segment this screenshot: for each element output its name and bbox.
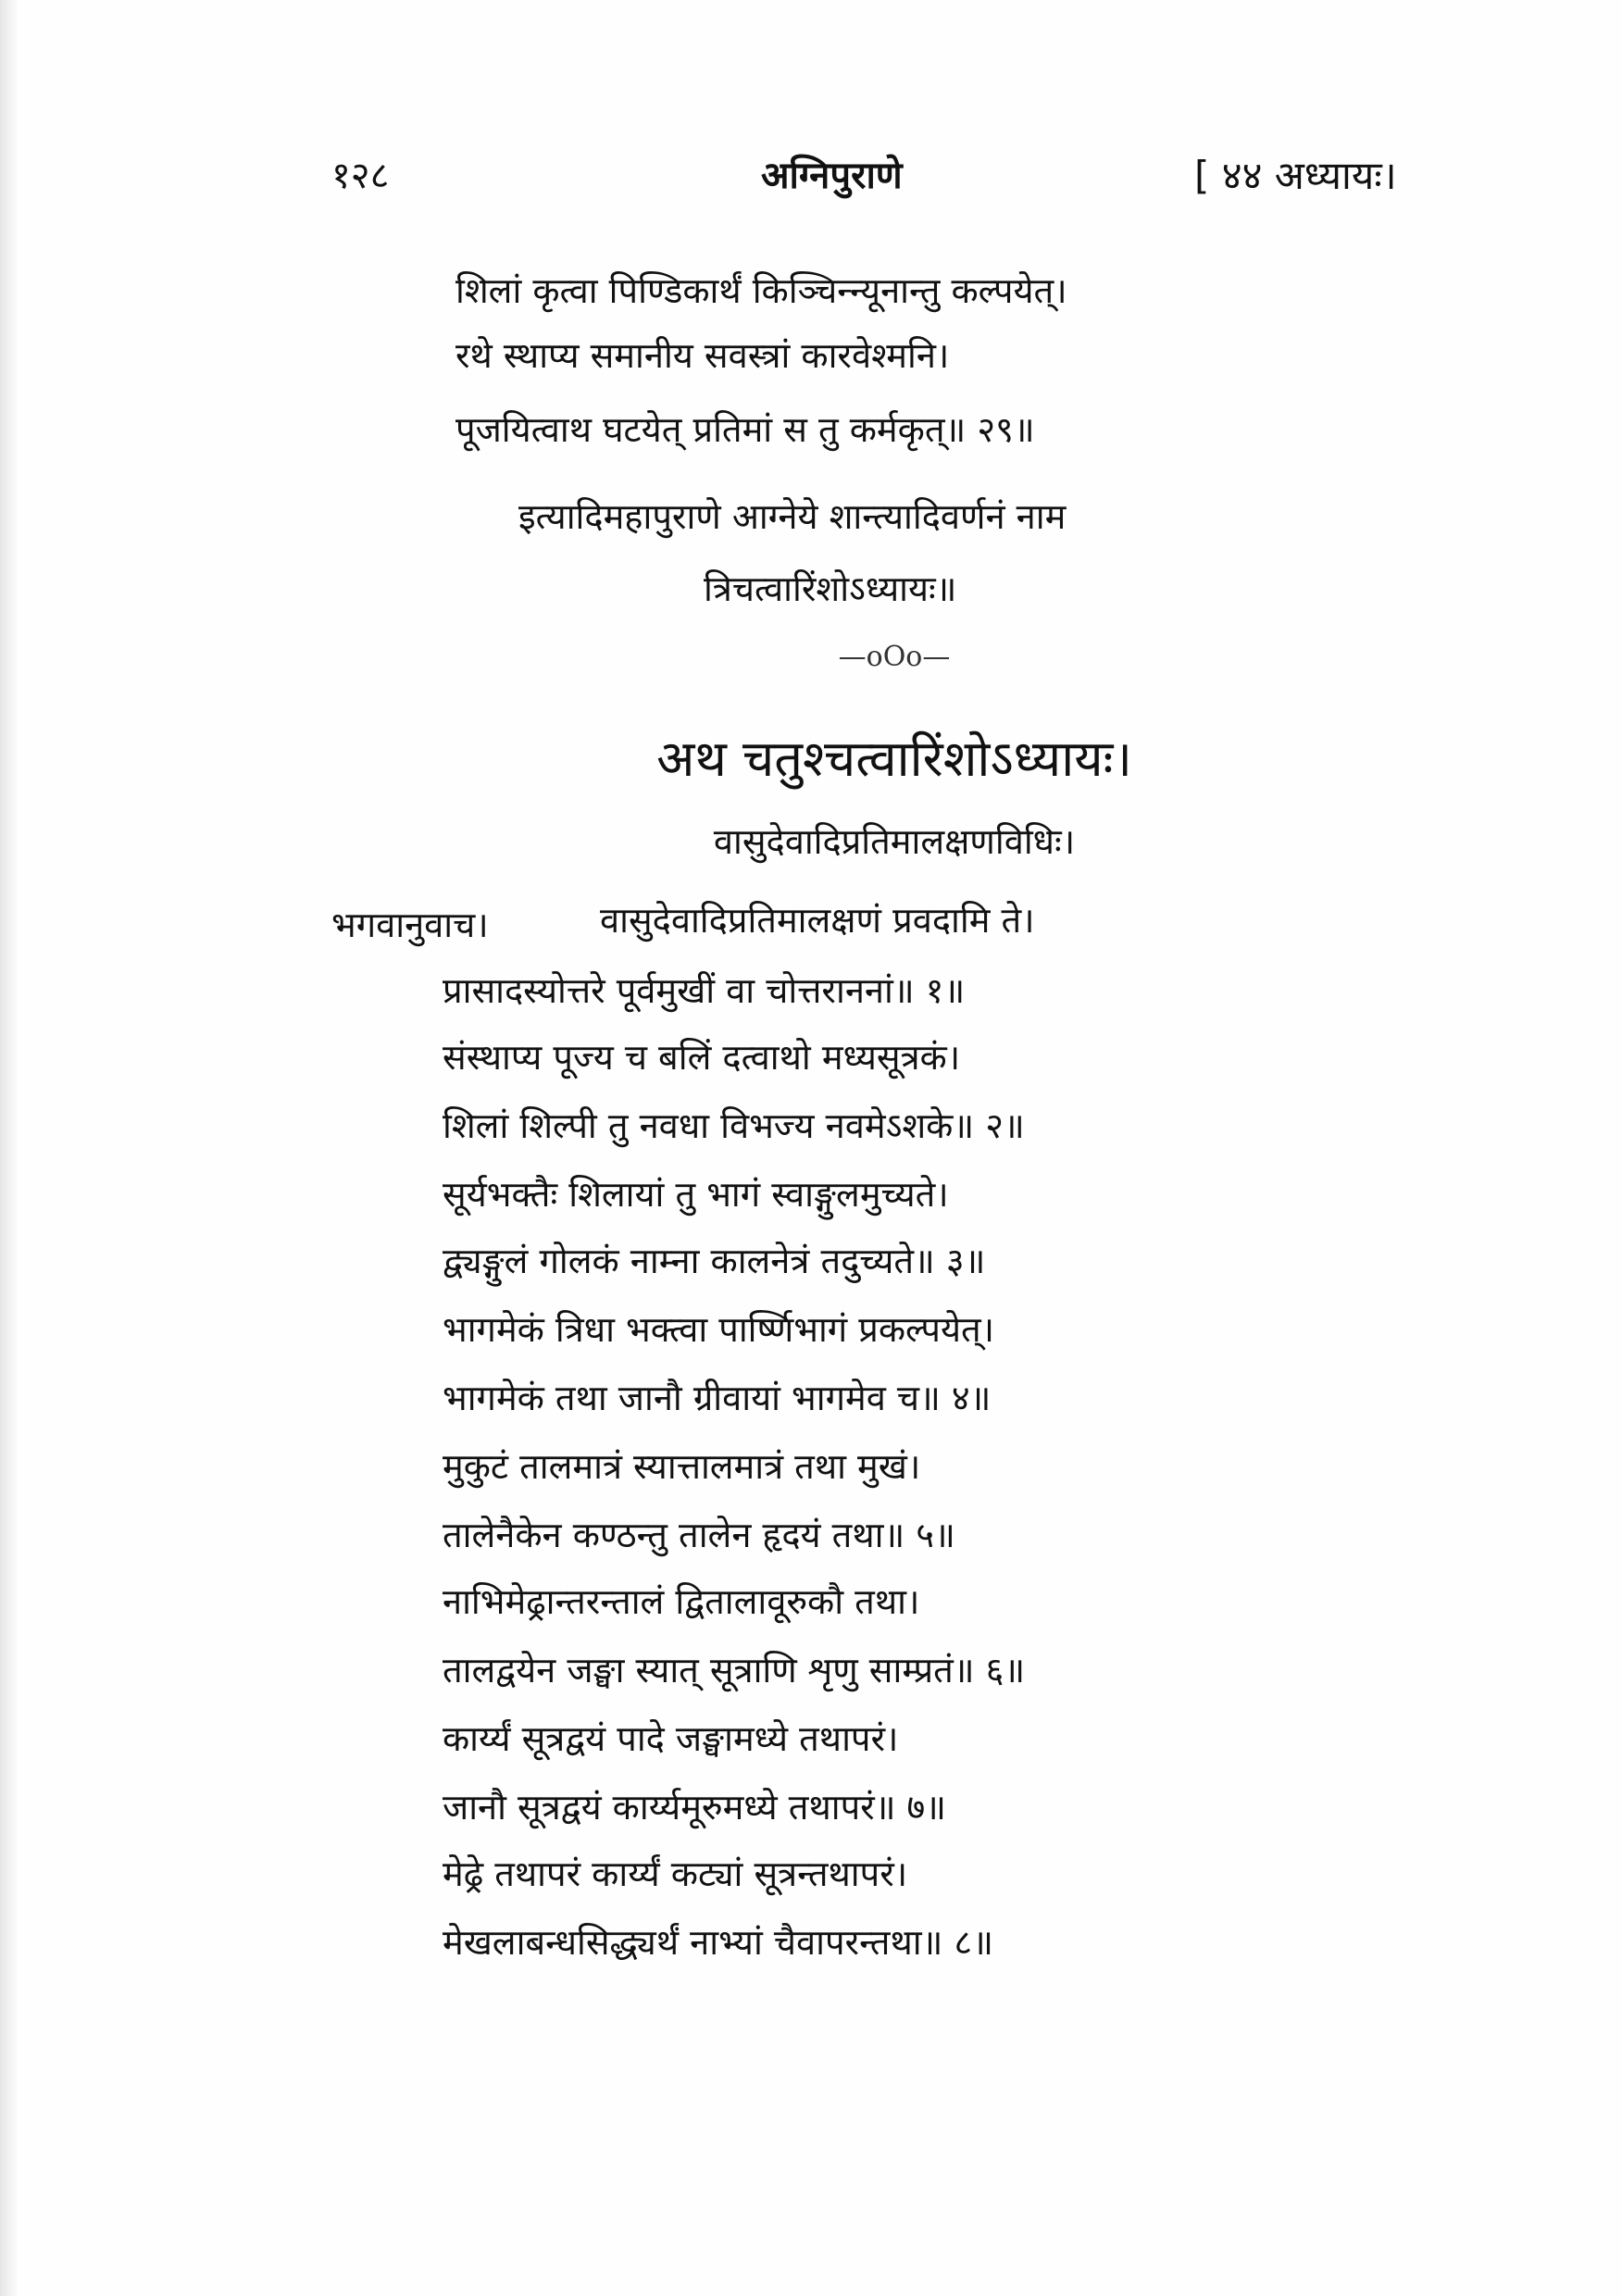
colophon-line: त्रिचत्वारिंशोऽध्यायः॥ [704, 568, 957, 609]
verse-line: तालद्वयेन जङ्घा स्यात् सूत्राणि शृणु साम्प्रतं॥ ६॥ [443, 1650, 1026, 1691]
verse-line: मेढ्रे तथापरं कार्य्यं कट्यां सूत्रन्तथापरं। [443, 1853, 908, 1894]
chapter-title: अथ चतुश्चत्वारिंशोऽध्यायः। [656, 730, 1132, 788]
verse-line: जानौ सूत्रद्वयं कार्य्यमूरुमध्ये तथापरं॥ ७॥ [443, 1787, 947, 1828]
verse-line: कार्य्यं सूत्रद्वयं पादे जङ्घामध्ये तथापरं। [443, 1718, 899, 1759]
page-number: १२८ [331, 155, 390, 197]
section-divider: —oOo— [838, 641, 951, 673]
verse-line: शिलां कृत्वा पिण्डिकार्थं किञ्चिन्न्यूनान्तु कल्पयेत्। [455, 270, 1067, 311]
verse-line: तालेनैकेन कण्ठन्तु तालेन हृदयं तथा॥ ५॥ [443, 1515, 955, 1555]
verse-line: द्व्यङ्गुलं गोलकं नाम्ना कालनेत्रं तदुच्यते॥ ३॥ [443, 1241, 986, 1281]
verse-line: सूर्यभक्तैः शिलायां तु भागं स्वाङ्गुलमुच्यते। [443, 1174, 949, 1215]
verse-line: वासुदेवादिप्रतिमालक्षणं प्रवदामि ते। [600, 900, 1035, 941]
verse-line: भागमेकं तथा जानौ ग्रीवायां भागमेव च॥ ४॥ [443, 1378, 992, 1418]
verse-line: मेखलाबन्धसिद्ध्यर्थं नाभ्यां चैवापरन्तथा॥ ८॥ [443, 1922, 993, 1963]
colophon-line: इत्यादिमहापुराणे आग्नेये शान्त्यादिवर्णनं नाम [518, 496, 1067, 537]
chapter-marker: [ ४४ अध्यायः। [1194, 153, 1397, 198]
scan-edge [0, 0, 17, 2296]
verse-line: पूजयित्वाथ घटयेत् प्रतिमां स तु कर्मकृत्॥ २९॥ [455, 409, 1035, 450]
book-title: अग्निपुराणे [761, 155, 903, 197]
verse-line: शिलां शिल्पी तु नवधा विभज्य नवमेऽशके॥ २॥ [443, 1105, 1025, 1146]
speaker-label: भगवानुवाच। [331, 905, 489, 945]
verse-line: प्रासादस्योत्तरे पूर्वमुखीं वा चोत्तराननां॥ १॥ [443, 970, 966, 1011]
verse-line: भागमेकं त्रिधा भक्त्वा पार्ष्णिभागं प्रकल्पयेत्। [443, 1309, 995, 1350]
verse-line: मुकुटं तालमात्रं स्यात्तालमात्रं तथा मुखं। [443, 1446, 921, 1487]
verse-line: संस्थाप्य पूज्य च बलिं दत्वाथो मध्यसूत्रकं। [443, 1037, 961, 1078]
verse-line: नाभिमेढ्रान्तरन्तालं द्वितालावूरुकौ तथा। [443, 1581, 920, 1622]
chapter-subtitle: वासुदेवादिप्रतिमालक्षणविधिः। [713, 821, 1076, 862]
verse-line: रथे स्थाप्य समानीय सवस्त्रां कारवेश्मनि। [455, 335, 950, 376]
